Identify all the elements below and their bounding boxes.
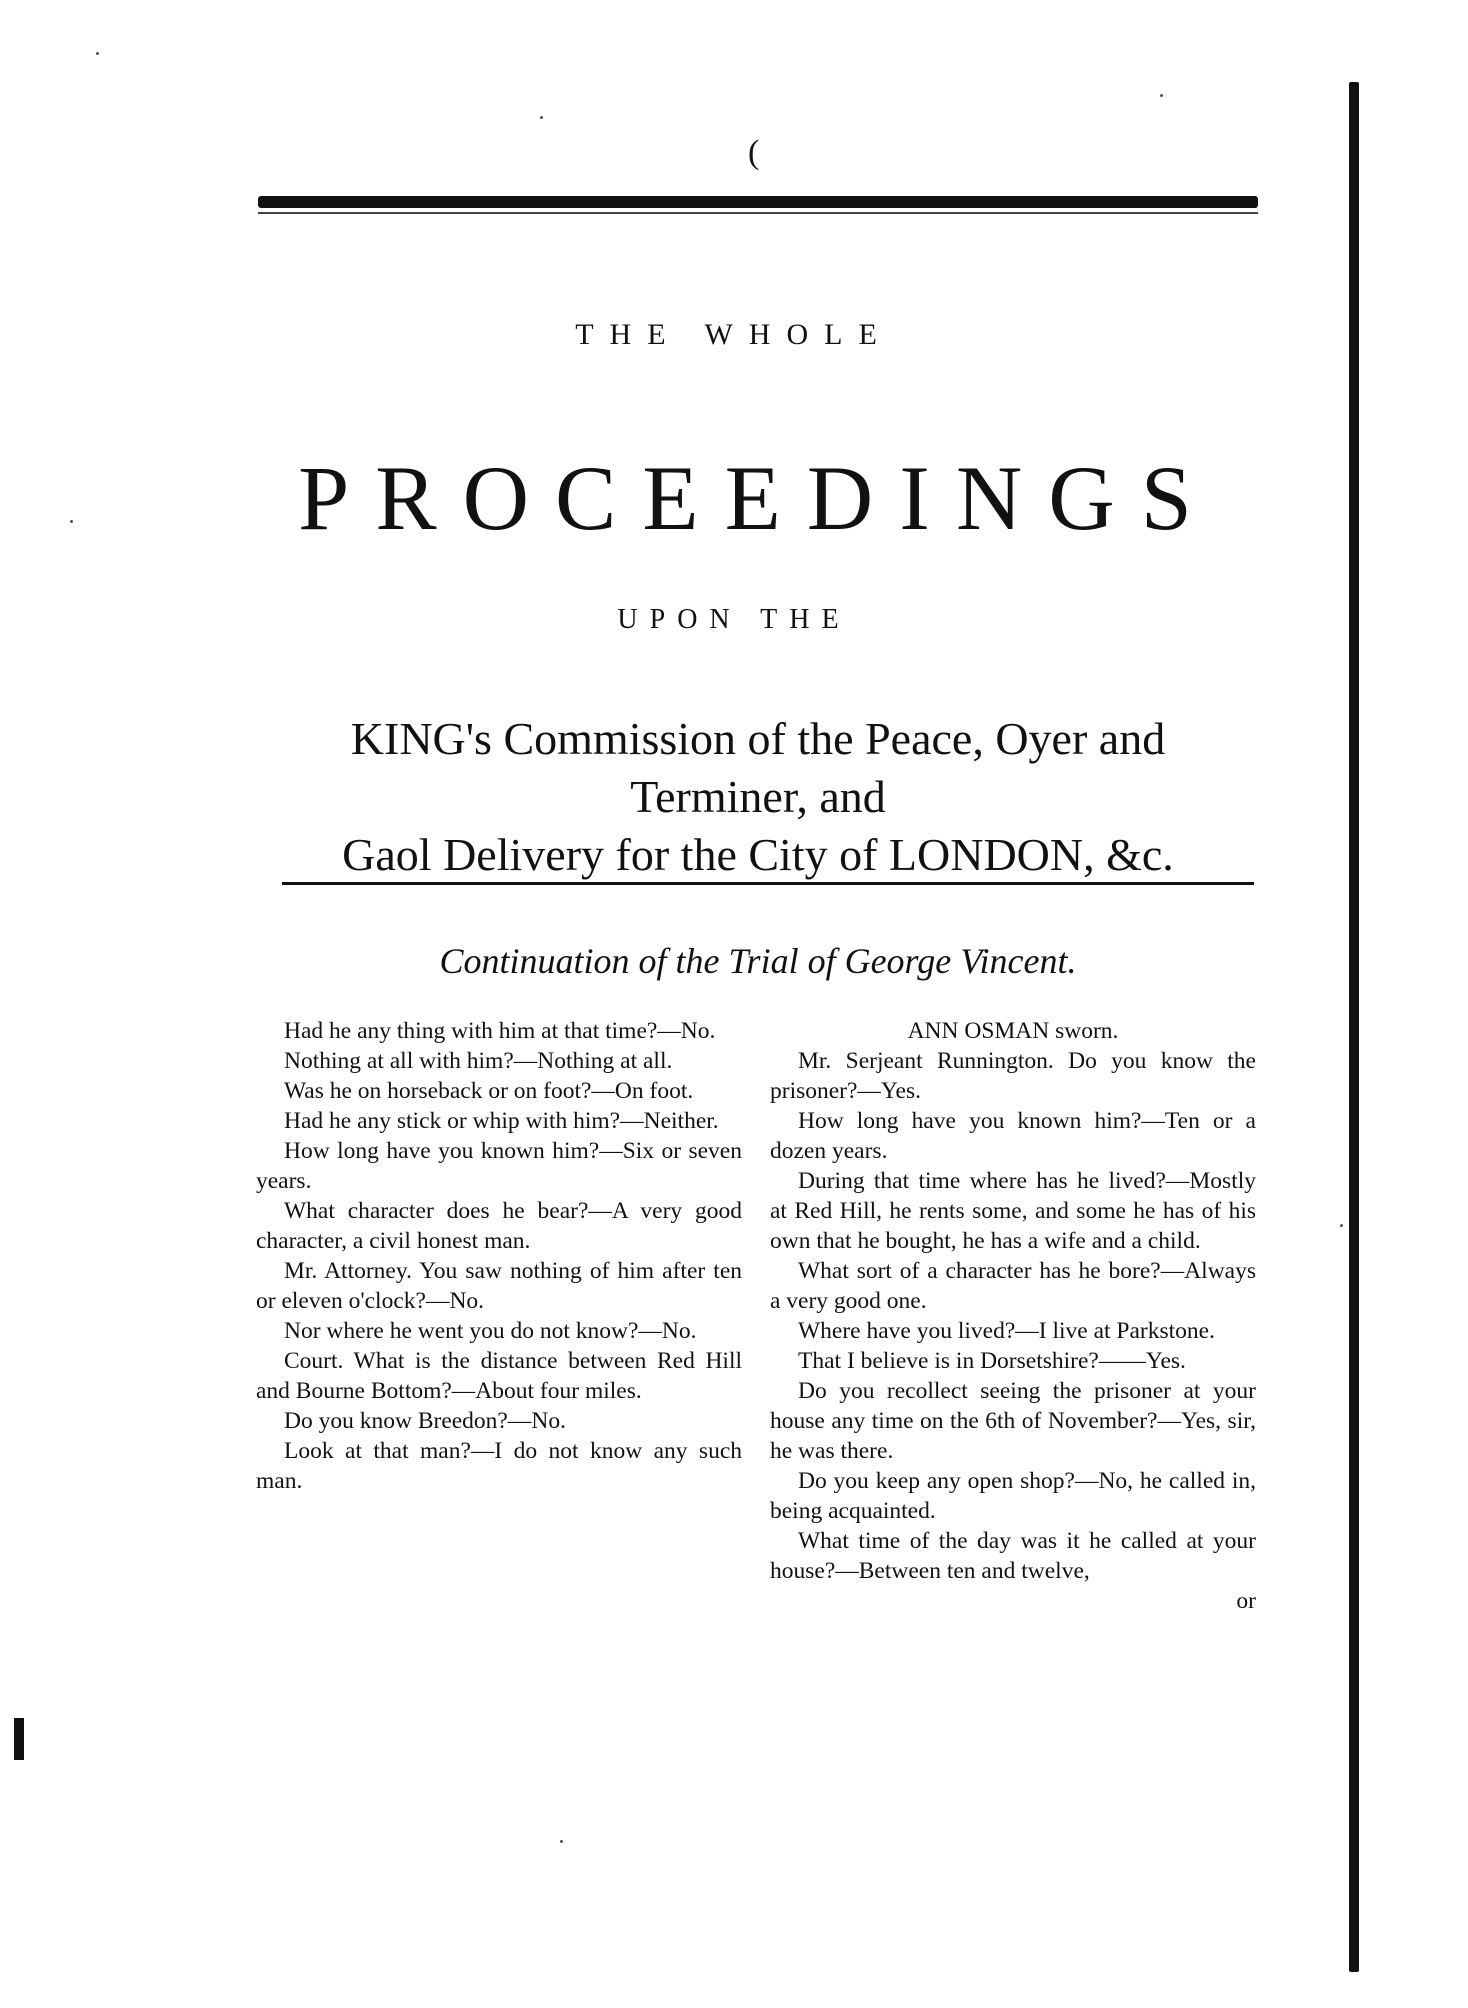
section-rule [282,882,1254,885]
page-edge-bar [1349,82,1359,1972]
section-heading: Continuation of the Trial of George Vincent. [439,941,1077,981]
ink-speck [1340,1224,1343,1227]
text-paragraph: During that time where has he lived?—Mostly at Red Hill, he rents some, and some he has of his own that he bought, he has a wife and a child. [770,1168,1256,1254]
text-paragraph: Had he any thing with him at that time?—No. [284,1018,716,1044]
title-line-the-whole: THE WHOLE [575,318,893,351]
text-paragraph: Had he any stick or whip with him?—Neither. [284,1108,719,1134]
catchword: or [1236,1588,1256,1614]
right-column [770,1016,1256,1616]
text-paragraph: What sort of a character has he bore?—Always a very good one. [770,1258,1256,1314]
text-paragraph: Was he on horseback or on foot?—On foot. [284,1078,694,1104]
text-paragraph: Court. What is the distance between Red Hill and Bourne Bottom?—About four miles. [256,1348,742,1404]
top-rule-thin [258,212,1258,214]
top-rule [258,196,1258,208]
title-line-upon-the: UPON THE [617,604,851,635]
commission-line-2: Gaol Delivery for the City of LONDON, &c. [342,829,1174,880]
text-paragraph: Look at that man?—I do not know any such man. [256,1438,742,1494]
ink-speck [96,52,99,55]
ink-speck [540,116,543,119]
text-paragraph: What character does he bear?—A very good character, a civil honest man. [256,1198,742,1254]
text-paragraph: Nor where he went you do not know?—No. [284,1318,697,1344]
text-paragraph: What time of the day was it he called at your house?—Between ten and twelve, [770,1528,1256,1584]
text-paragraph: That I believe is in Dorsetshire?——Yes. [798,1348,1186,1374]
ink-speck [560,1840,563,1843]
text-paragraph: Do you keep any open shop?—No, he called in, being acquainted. [770,1468,1256,1524]
ink-speck [70,520,73,523]
witness-heading: ANN OSMAN sworn. [907,1018,1119,1044]
text-paragraph: Nothing at all with him?—Nothing at all. [284,1048,673,1074]
text-paragraph: Mr. Attorney. You saw nothing of him after ten or eleven o'clock?—No. [256,1258,742,1314]
commission-line-1: KING's Commission of the Peace, Oyer and Terminer, and [350,713,1166,822]
commission-title [258,710,1258,884]
title-proceedings: PROCEEDINGS [298,447,1218,549]
text-paragraph: Mr. Serjeant Runnington. Do you know the prisoner?—Yes. [770,1048,1256,1104]
page-glyph: ( [748,134,760,171]
text-paragraph: Do you know Breedon?—No. [284,1408,566,1434]
margin-mark [14,1718,24,1760]
text-paragraph: Do you recollect seeing the prisoner at your house any time on the 6th of November?—Yes, sir, he was there. [770,1378,1256,1464]
text-paragraph: Where have you lived?—I live at Parkstone. [798,1318,1215,1344]
text-paragraph: How long have you known him?—Six or seven years. [256,1138,742,1194]
text-paragraph: How long have you known him?—Ten or a dozen years. [770,1108,1256,1164]
ink-speck [1160,94,1163,97]
left-column [256,1016,742,1496]
